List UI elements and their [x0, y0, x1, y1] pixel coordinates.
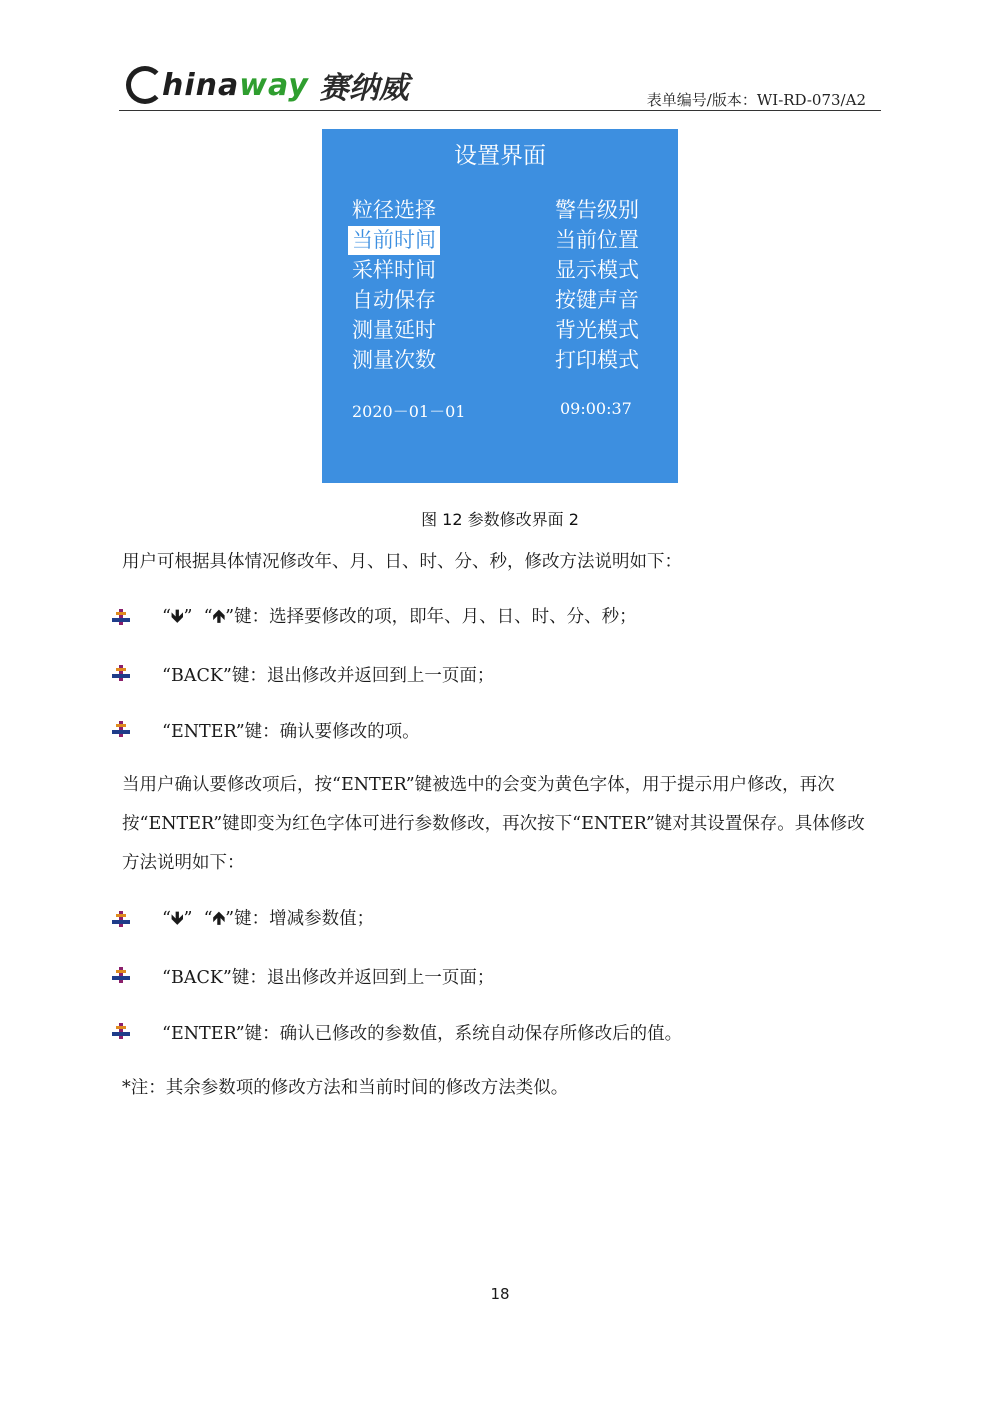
down-arrow-icon: 🡻: [170, 908, 184, 929]
selected-highlight: 当前时间: [348, 226, 440, 255]
up-arrow-icon: 🡹: [212, 606, 226, 627]
header-divider: [119, 110, 881, 111]
logo-cn: 赛纳威: [318, 71, 409, 106]
page-number: 18: [490, 1285, 510, 1303]
menu-item-auto-save[interactable]: 自动保存: [352, 288, 436, 312]
menu-item-particle-size[interactable]: 粒径选择: [352, 198, 436, 222]
figure-caption: 图 12 参数修改界面 2: [421, 510, 579, 529]
menu-item-alarm-level[interactable]: 警告级别: [555, 198, 639, 222]
bullet-item: [112, 659, 494, 689]
intro-paragraph: 用户可根据具体情况修改年、月、日、时、分、秒，修改方法说明如下：: [122, 552, 682, 572]
screen-menu-left: [352, 195, 440, 375]
doc-code: 表单编号/版本：WI-RD-073/A2: [646, 91, 866, 109]
bullet-text: “BACK”键：退出修改并返回到上一页面；: [162, 665, 495, 686]
body-paragraph: 当用户确认要修改项后，按“ENTER”键被选中的会变为黄色字体，用于提示用户修改，再次按“ENTER”键即变为红色字体可进行参数修改，再次按下“ENTER”键对其设置保存。具体修改方法说明如下：: [122, 775, 865, 873]
screen-title: 设置界面: [454, 143, 546, 169]
menu-item-current-time[interactable]: [352, 225, 440, 255]
bullet-text: “🡻” “🡹”键：增减参数值；: [162, 908, 375, 929]
bullet-item: [112, 905, 374, 935]
logo-latin: hinaway: [162, 67, 309, 103]
menu-item-key-sound[interactable]: 按键声音: [555, 288, 639, 312]
company-logo: [126, 62, 409, 108]
logo-c-mark: [126, 66, 164, 104]
menu-item-print-mode[interactable]: 打印模式: [555, 348, 639, 372]
menu-item-measure-count[interactable]: 测量次数: [352, 348, 436, 372]
bullet-icon: [112, 1023, 130, 1041]
menu-item-current-location[interactable]: 当前位置: [555, 228, 639, 252]
down-arrow-icon: 🡻: [170, 606, 184, 627]
screen-menu-right: [555, 195, 639, 375]
bullet-icon: [112, 721, 130, 739]
bullet-text: “ENTER”键：确认要修改的项。: [162, 721, 420, 742]
bullet-item: [112, 961, 494, 991]
bullet-icon: [112, 665, 130, 683]
menu-item-measure-delay[interactable]: 测量延时: [352, 318, 436, 342]
note-text: *注：其余参数项的修改方法和当前时间的修改方法类似。: [122, 1078, 569, 1098]
menu-item-sample-time[interactable]: 采样时间: [352, 258, 436, 282]
bullet-text: “ENTER”键：确认已修改的参数值，系统自动保存所修改后的值。: [162, 1023, 683, 1044]
bullet-item: [112, 1017, 682, 1047]
bullet-item: [112, 715, 420, 745]
bullet-item: [112, 603, 637, 633]
up-arrow-icon: 🡹: [212, 908, 226, 929]
bullet-icon: [112, 967, 130, 985]
screen-time: 09:00:37: [560, 399, 632, 418]
bullet-icon: [112, 609, 130, 627]
menu-item-backlight-mode[interactable]: 背光模式: [555, 318, 639, 342]
screen-date: 2020－01－01: [352, 402, 466, 421]
device-settings-screen: [322, 129, 678, 483]
menu-item-display-mode[interactable]: 显示模式: [555, 258, 639, 282]
bullet-icon: [112, 911, 130, 929]
bullet-text: “BACK”键：退出修改并返回到上一页面；: [162, 967, 495, 988]
bullet-text: “🡻” “🡹”键：选择要修改的项，即年、月、日、时、分、秒；: [162, 606, 637, 627]
